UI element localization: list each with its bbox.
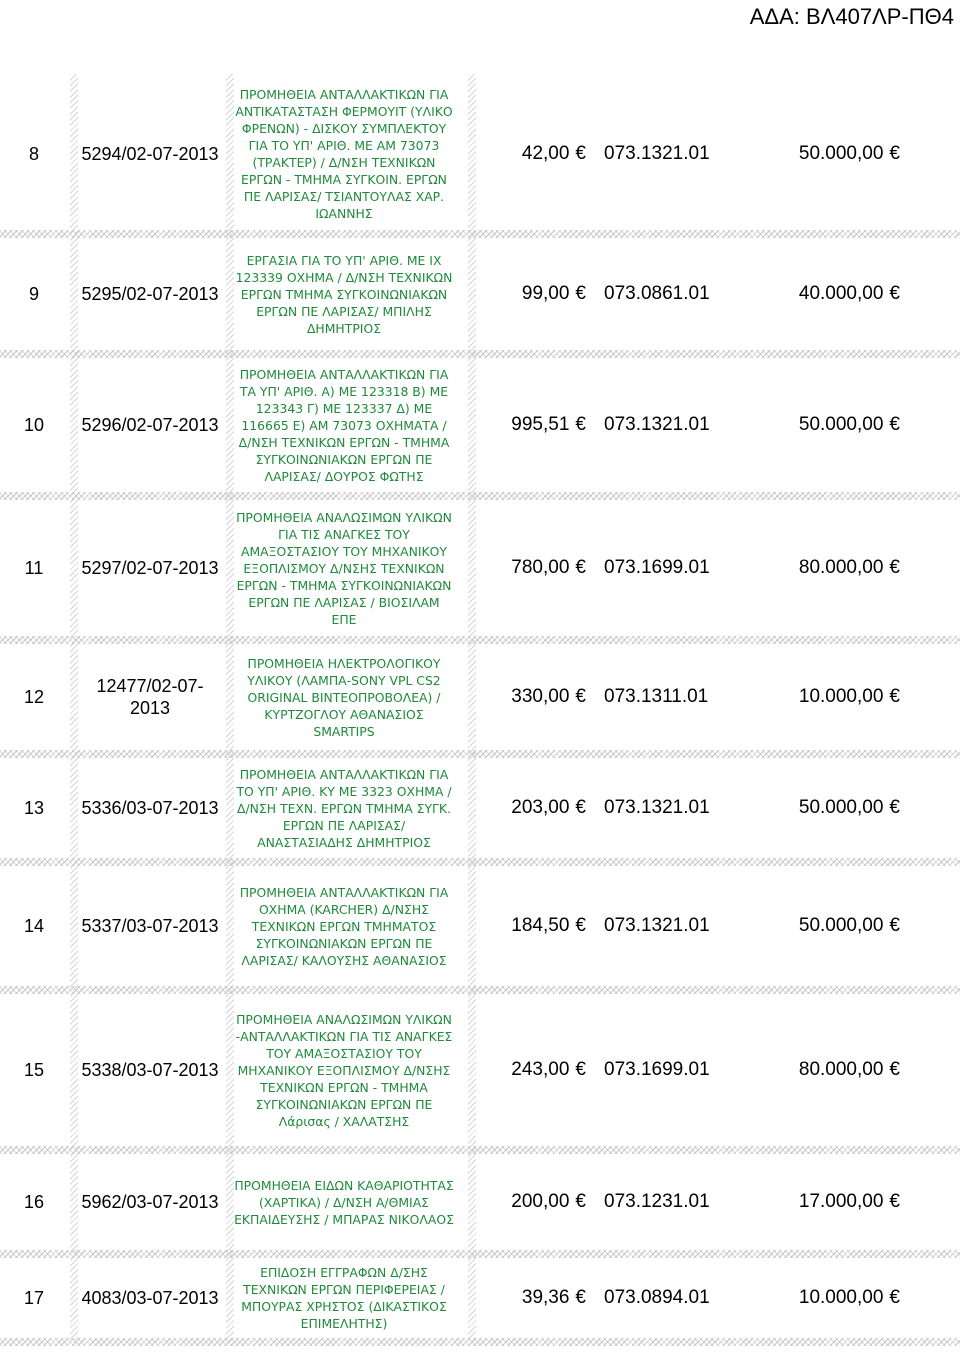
amount: 780,00 (511, 557, 570, 578)
protocol-number: 4083/03-07-2013 (81, 1288, 219, 1308)
amount-cell (486, 496, 586, 640)
column-divider (226, 496, 234, 640)
column-divider (468, 1254, 476, 1342)
amount: 330,00 (511, 686, 570, 707)
ada-code: ΑΔΑ: ΒΛ407ΛΡ-ΠΘ4 (749, 4, 954, 29)
budget-code: 073.1321.01 (604, 797, 710, 818)
budget-cell (740, 754, 900, 862)
column-divider (468, 354, 476, 496)
protocol-number: 5338/03-07-2013 (81, 1060, 219, 1080)
column-divider (70, 1150, 78, 1254)
column-divider (70, 640, 78, 754)
amount-cell (486, 234, 586, 354)
column-divider (70, 354, 78, 496)
description: ΠΡΟΜΗΘΕΙΑ ΗΛΕΚΤΡΟΛΟΓΙΚΟΥ ΥΛΙΚΟΥ (ΛΑΜΠΑ-SONY VPL CS2 ORIGINAL ΒΙΝΤΕΟΠΡΟΒΟΛΕΑ) / ΚΥΡΤΖΟΓΛΟΥ ΑΘΑΝΑΣΙΟΣ SMARTIPS (247, 655, 441, 739)
budget-cell (740, 1254, 900, 1342)
column-divider (468, 74, 476, 234)
amount-cell (486, 640, 586, 754)
column-divider (70, 234, 78, 354)
protocol-number: 5294/02-07-2013 (81, 144, 219, 164)
euro-symbol: € (889, 1191, 900, 1212)
table-row (0, 990, 960, 1150)
protocol-number: 5296/02-07-2013 (81, 415, 219, 435)
amount-cell (486, 990, 586, 1150)
row-number: 16 (23, 1191, 45, 1212)
table-row (0, 74, 960, 234)
row-number: 11 (24, 557, 44, 578)
row-number: 9 (28, 283, 39, 304)
row-number: 15 (23, 1059, 45, 1080)
euro-symbol: € (575, 686, 586, 707)
table-row (0, 862, 960, 990)
column-divider (226, 862, 234, 990)
table-row (0, 354, 960, 496)
column-divider (468, 1150, 476, 1254)
amount: 203,00 (511, 797, 570, 818)
description: ΠΡΟΜΗΘΕΙΑ ΑΝΑΛΩΣΙΜΩΝ ΥΛΙΚΩΝ ΓΙΑ ΤΙΣ ΑΝΑΓΚΕΣ ΤΟΥ ΑΜΑΞΟΣΤΑΣΙΟΥ ΤΟΥ ΜΗΧΑΝΙΚΟΥ ΕΞΟΠΛΙΣΜΟΥ Δ/ΝΣΗΣ ΤΕΧΝΙΚΩΝ ΕΡΓΩΝ - ΤΜΗΜΑ ΣΥΓΚΟΙΝΩΝΙΑΚΩΝ ΕΡΓΩΝ ΠΕ ΛΑΡΙΣΑΣ / ΒΙΟΣΙΛΑΜ ΕΠΕ (236, 509, 452, 627)
euro-symbol: € (575, 143, 586, 164)
budget-code: 073.0861.01 (604, 283, 710, 304)
column-divider (70, 754, 78, 862)
budget-amount: 50.000,00 (798, 143, 884, 164)
budget-code: 073.1321.01 (604, 143, 710, 164)
column-divider (70, 862, 78, 990)
budget-amount: 80.000,00 (798, 557, 884, 578)
amount-cell (486, 74, 586, 234)
column-divider (226, 754, 234, 862)
budget-amount: 10.000,00 (798, 686, 884, 707)
protocol-number: 5297/02-07-2013 (81, 558, 219, 578)
column-divider (70, 74, 78, 234)
budget-cell (740, 496, 900, 640)
column-divider (226, 1254, 234, 1342)
budget-cell (740, 640, 900, 754)
column-divider (70, 496, 78, 640)
description: ΠΡΟΜΗΘΕΙΑ ΑΝΤΑΛΛΑΚΤΙΚΩΝ ΓΙΑ ΑΝΤΙΚΑΤΑΣΤΑΣΗ ΦΕΡΜΟΥΙΤ (ΥΛΙΚΟ ΦΡΕΝΩΝ) - ΔΙΣΚΟΥ ΣΥΜΠΛΕΚΤΟΥ ΓΙΑ ΤΟ ΥΠ' ΑΡΙΘ. ΜΕ ΑΜ 73073 (ΤΡΑΚΤΕΡ) / Δ/ΝΣΗ ΤΕΧΝΙΚΩΝ ΕΡΓΩΝ - ΤΜΗΜΑ ΣΥΓΚΟΙΝ. ΕΡΓΩΝ ΠΕ ΛΑΡΙΣΑΣ/ ΤΣΙΑΝΤΟΥΛΑΣ ΧΑΡ. ΙΩΑΝΝΗΣ (235, 87, 453, 221)
amount: 243,00 (511, 1059, 570, 1080)
amount: 39,36 (521, 1287, 570, 1308)
budget-code: 073.1311.01 (604, 686, 709, 707)
table-row (0, 754, 960, 862)
description: ΠΡΟΜΗΘΕΙΑ ΕΙΔΩΝ ΚΑΘΑΡΙΟΤΗΤΑΣ (ΧΑΡΤΙΚΑ) / Δ/ΝΣΗ Α/ΘΜΙΑΣ ΕΚΠΑΙΔΕΥΣΗΣ / ΜΠΑΡΑΣ ΝΙΚΟΛΑΟΣ (234, 1177, 454, 1227)
description: ΕΠΙΔΟΣΗ ΕΓΓΡΑΦΩΝ Δ/ΣΗΣ ΤΕΧΝΙΚΩΝ ΕΡΓΩΝ ΠΕΡΙΦΕΡΕΙΑΣ / ΜΠΟΥΡΑΣ ΧΡΗΣΤΟΣ (ΔΙΚΑΣΤΙΚΟΣ ΕΠΙΜΕΛΗΤΗΣ) (241, 1265, 447, 1331)
amount-cell (486, 1150, 586, 1254)
protocol-number: 5962/03-07-2013 (81, 1192, 219, 1212)
budget-cell (740, 74, 900, 234)
euro-symbol: € (889, 797, 900, 818)
budget-code: 073.0894.01 (604, 1287, 710, 1308)
euro-symbol: € (575, 797, 586, 818)
column-divider (226, 990, 234, 1150)
column-divider (226, 1150, 234, 1254)
expenditure-table (0, 74, 960, 1342)
amount: 99,00 (521, 283, 570, 304)
euro-symbol: € (575, 1191, 586, 1212)
table-row (0, 640, 960, 754)
budget-cell (740, 990, 900, 1150)
budget-cell (740, 862, 900, 990)
budget-code: 073.1321.01 (604, 414, 710, 435)
euro-symbol: € (889, 686, 900, 707)
amount-cell (486, 754, 586, 862)
budget-amount: 40.000,00 (798, 283, 884, 304)
amount-cell (486, 1254, 586, 1342)
amount-cell (486, 354, 586, 496)
budget-code: 073.1699.01 (604, 1059, 710, 1080)
euro-symbol: € (889, 557, 900, 578)
description: ΠΡΟΜΗΘΕΙΑ ΑΝΤΑΛΛΑΚΤΙΚΩΝ ΓΙΑ ΤΟ ΥΠ' ΑΡΙΘ. ΚΥ ΜΕ 3323 ΟΧΗΜΑ / Δ/ΝΣΗ ΤΕΧΝ. ΕΡΓΩΝ ΤΜΗΜΑ ΣΥΓΚ. ΕΡΓΩΝ ΠΕ ΛΑΡΙΣΑΣ/ ΑΝΑΣΤΑΣΙΑΔΗΣ ΔΗΜΗΤΡΙΟΣ (236, 766, 452, 850)
row-number: 10 (23, 414, 45, 435)
row-number: 8 (28, 143, 39, 164)
column-divider (468, 754, 476, 862)
table-row (0, 496, 960, 640)
column-divider (468, 990, 476, 1150)
budget-cell (740, 354, 900, 496)
euro-symbol: € (889, 414, 900, 435)
budget-cell (740, 1150, 900, 1254)
column-divider (468, 862, 476, 990)
amount: 42,00 (521, 143, 570, 164)
column-divider (70, 990, 78, 1150)
euro-symbol: € (889, 1059, 900, 1080)
euro-symbol: € (575, 915, 586, 936)
euro-symbol: € (575, 283, 586, 304)
column-divider (226, 74, 234, 234)
budget-amount: 50.000,00 (798, 797, 884, 818)
description: ΠΡΟΜΗΘΕΙΑ ΑΝΑΛΩΣΙΜΩΝ ΥΛΙΚΩΝ -ΑΝΤΑΛΛΑΚΤΙΚΩΝ ΓΙΑ ΤΙΣ ΑΝΑΓΚΕΣ ΤΟΥ ΑΜΑΞΟΣΤΑΣΙΟΥ ΤΟΥ ΜΗΧΑΝΙΚΟΥ ΕΞΟΠΛΙΣΜΟΥ Δ/ΝΣΗΣ ΤΕΧΝΙΚΩΝ ΕΡΓΩΝ - ΤΜΗΜΑ ΣΥΓΚΟΙΝΩΝΙΑΚΩΝ ΕΡΓΩΝ ΠΕ Λάρισας / ΧΑΛΑΤΣΗΣ (235, 1011, 453, 1129)
euro-symbol: € (889, 1287, 900, 1308)
euro-symbol: € (889, 915, 900, 936)
protocol-number: 5295/02-07-2013 (81, 284, 219, 304)
table-row (0, 234, 960, 354)
budget-amount: 17.000,00 (798, 1191, 884, 1212)
euro-symbol: € (889, 143, 900, 164)
table-row (0, 1254, 960, 1342)
column-divider (468, 496, 476, 640)
description: ΠΡΟΜΗΘΕΙΑ ΑΝΤΑΛΛΑΚΤΙΚΩΝ ΓΙΑ ΤΑ ΥΠ' ΑΡΙΘ. Α) ΜΕ 123318 Β) ΜΕ 123343 Γ) ΜΕ 123337 Δ) ΜΕ 116665 Ε) ΑΜ 73073 ΟΧΗΜΑΤΑ / Δ/ΝΣΗ ΤΕΧΝΙΚΩΝ ΕΡΓΩΝ - ΤΜΗΜΑ ΣΥΓΚΟΙΝΩΝΙΑΚΩΝ ΕΡΓΩΝ ΠΕ ΛΑΡΙΣΑΣ/ ΔΟΥΡΟΣ ΦΩΤΗΣ (238, 366, 450, 484)
euro-symbol: € (575, 1287, 586, 1308)
table-row (0, 1150, 960, 1254)
euro-symbol: € (575, 557, 586, 578)
budget-amount: 50.000,00 (798, 414, 884, 435)
column-divider (226, 234, 234, 354)
amount-cell (486, 862, 586, 990)
protocol-number: 12477/02-07-2013 (96, 676, 204, 718)
row-number: 13 (23, 797, 45, 818)
budget-amount: 80.000,00 (798, 1059, 884, 1080)
budget-amount: 50.000,00 (798, 915, 884, 936)
column-divider (226, 640, 234, 754)
budget-amount: 10.000,00 (798, 1287, 884, 1308)
budget-code: 073.1699.01 (604, 557, 710, 578)
budget-cell (740, 234, 900, 354)
budget-code: 073.1321.01 (604, 915, 710, 936)
description: ΠΡΟΜΗΘΕΙΑ ΑΝΤΑΛΛΑΚΤΙΚΩΝ ΓΙΑ ΟΧΗΜΑ (KARCHER) Δ/ΝΣΗΣ ΤΕΧΝΙΚΩΝ ΕΡΓΩΝ ΤΜΗΜΑΤΟΣ ΣΥΓΚΟΙΝΩΝΙΑΚΩΝ ΕΡΓΩΝ ΠΕ ΛΑΡΙΣΑΣ/ ΚΑΛΟΥΣΗΣ ΑΘΑΝΑΣΙΟΣ (239, 884, 449, 968)
column-divider (226, 354, 234, 496)
euro-symbol: € (575, 1059, 586, 1080)
amount: 184,50 (511, 915, 570, 936)
column-divider (468, 234, 476, 354)
protocol-number: 5336/03-07-2013 (81, 798, 219, 818)
description: ΕΡΓΑΣΙΑ ΓΙΑ ΤΟ ΥΠ' ΑΡΙΘ. ΜΕ ΙΧ 123339 ΟΧΗΜΑ / Δ/ΝΣΗ ΤΕΧΝΙΚΩΝ ΕΡΓΩΝ ΤΜΗΜΑ ΣΥΓΚΟΙΝΩΝΙΑΚΩΝ ΕΡΓΩΝ ΠΕ ΛΑΡΙΣΑΣ/ ΜΠΙΛΗΣ ΔΗΜΗΤΡΙΟΣ (235, 252, 453, 336)
euro-symbol: € (889, 283, 900, 304)
amount: 200,00 (511, 1191, 570, 1212)
budget-code: 073.1231.01 (604, 1191, 710, 1212)
row-number: 17 (23, 1287, 45, 1308)
row-number: 14 (23, 915, 45, 936)
protocol-number: 5337/03-07-2013 (81, 916, 219, 936)
row-divider (0, 1338, 960, 1346)
amount: 995,51 (511, 414, 570, 435)
column-divider (70, 1254, 78, 1342)
euro-symbol: € (575, 414, 586, 435)
column-divider (468, 640, 476, 754)
row-number: 12 (23, 686, 45, 707)
